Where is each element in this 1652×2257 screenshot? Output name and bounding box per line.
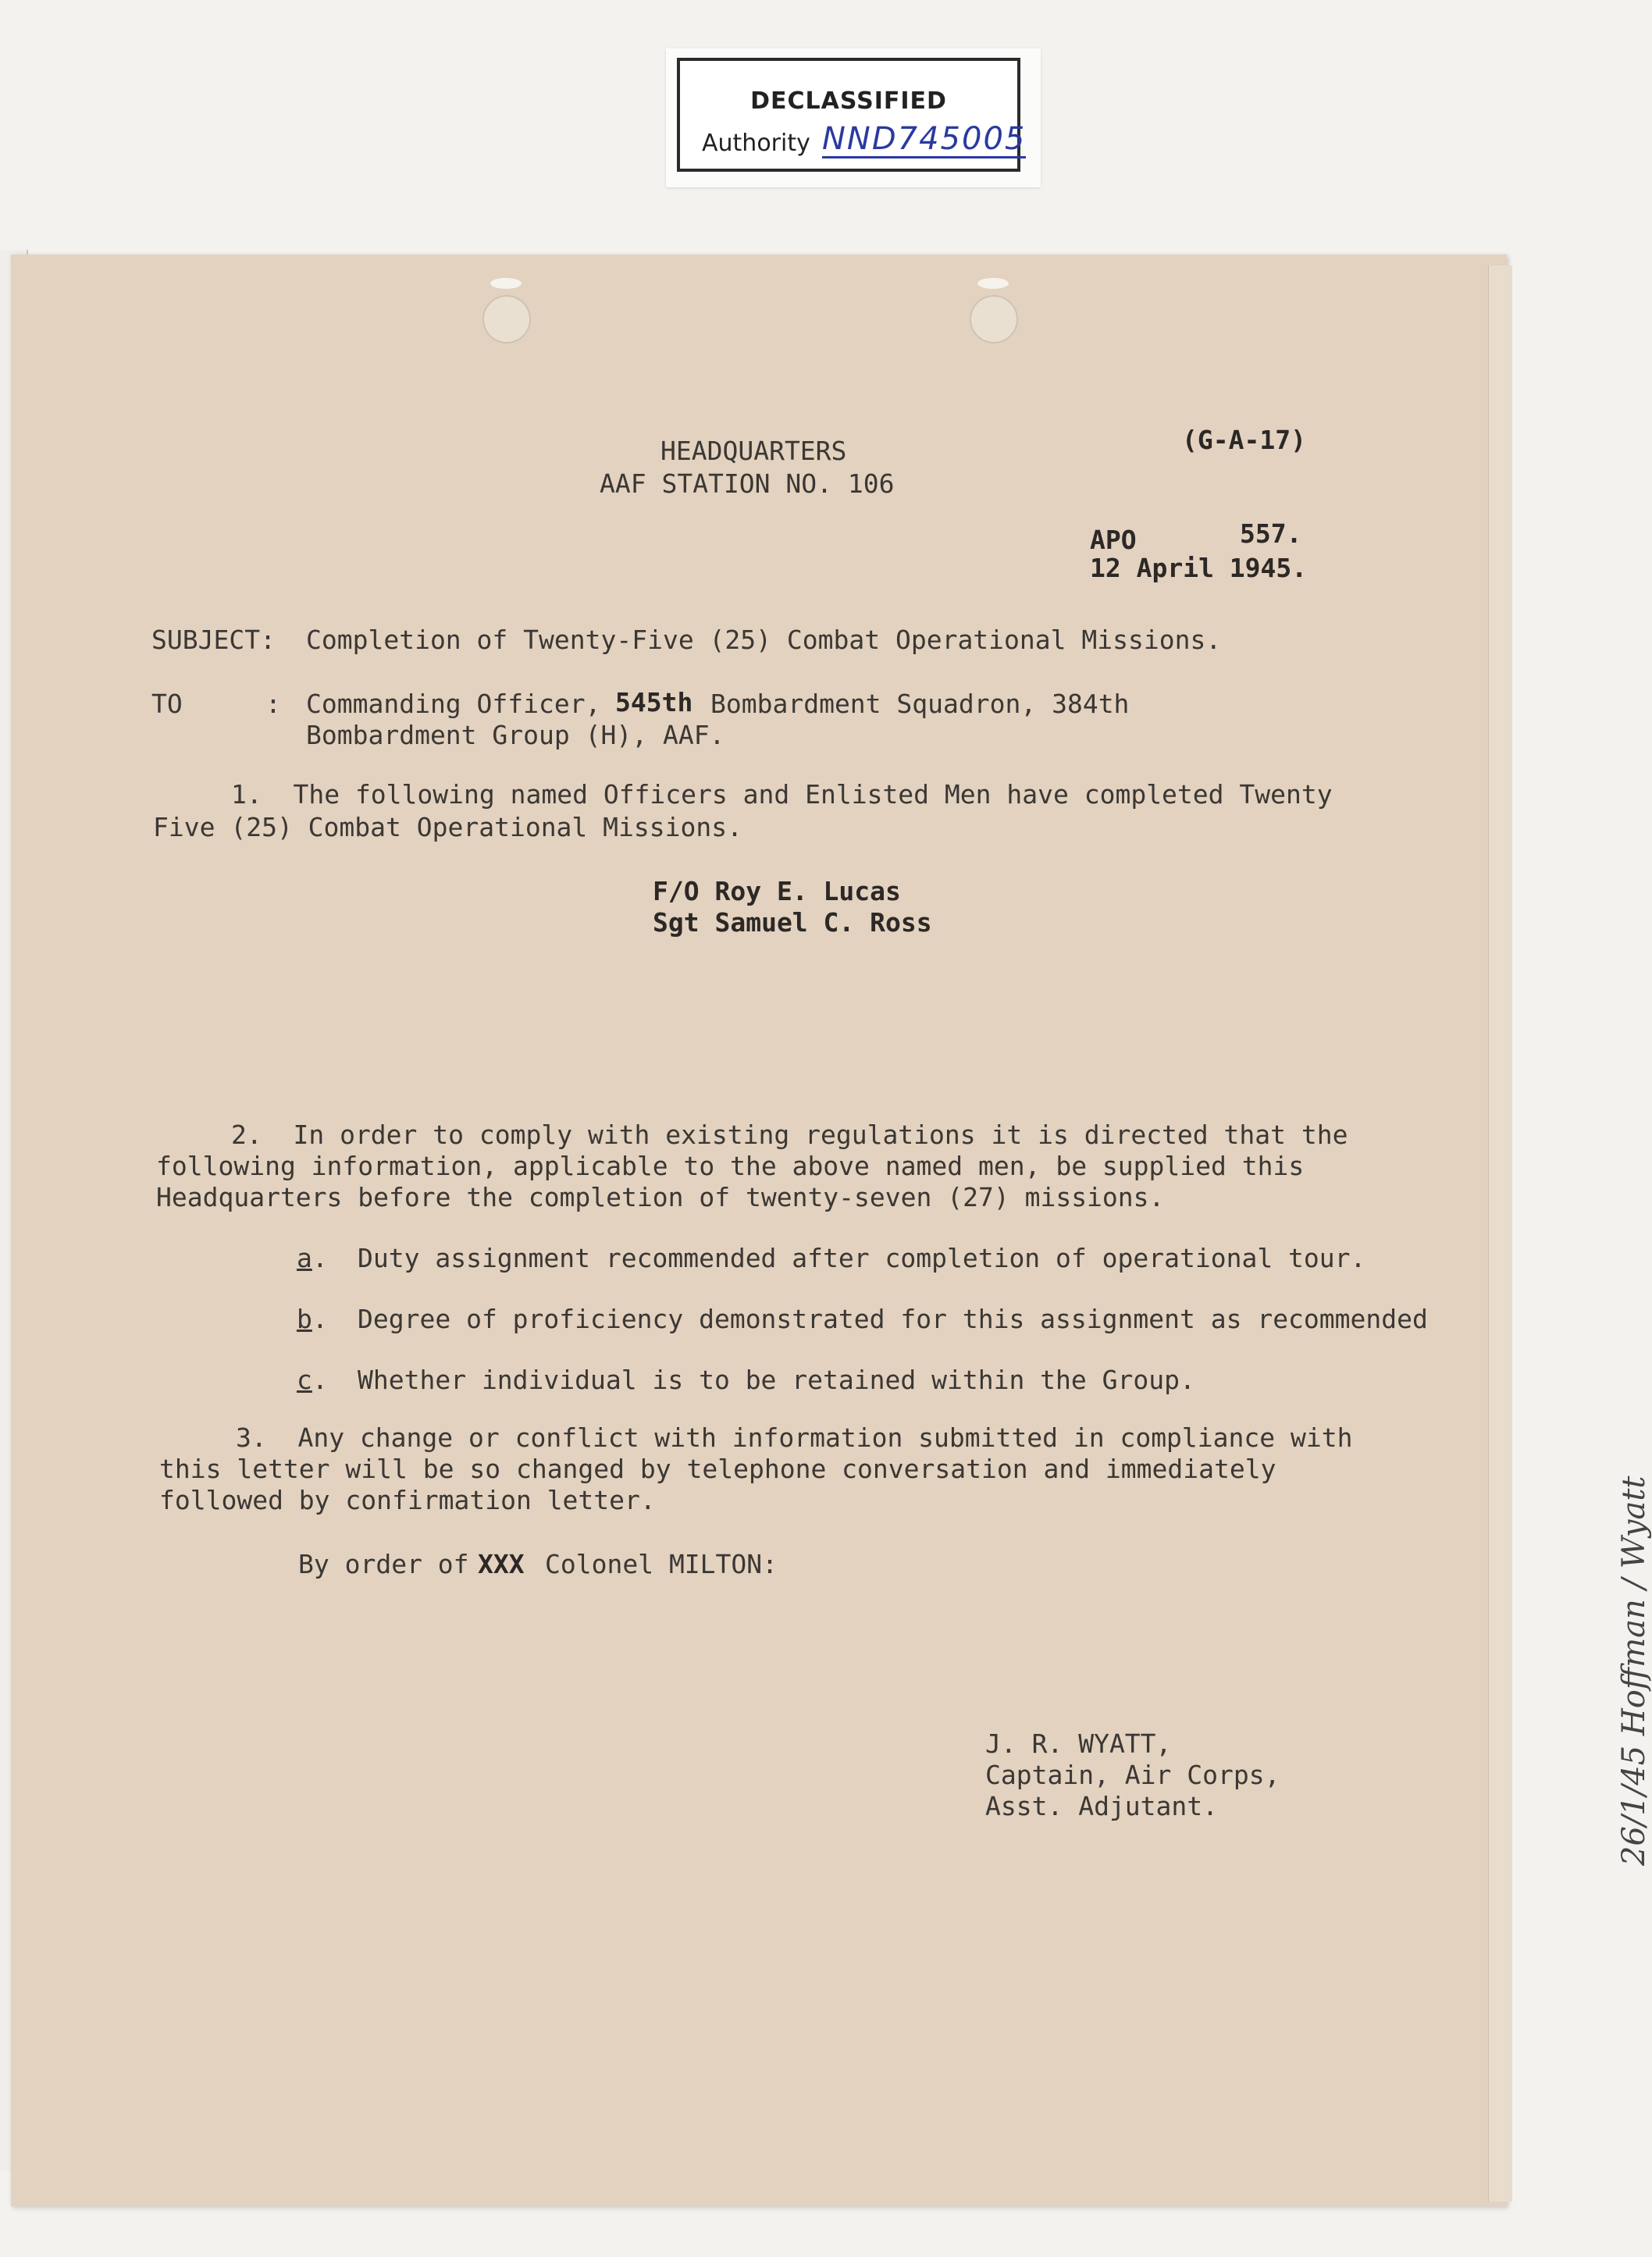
para1-line1: 1. The following named Officers and Enlisted Men have completed Twenty — [231, 779, 1333, 810]
item-a-text: Duty assignment recommended after completion of operational tour. — [358, 1243, 1366, 1273]
to-line1-a: Commanding Officer, — [306, 689, 601, 719]
file-code: (G-A-17) — [1182, 425, 1306, 455]
page-right-edge — [1488, 265, 1512, 2202]
item-c-text: Whether individual is to be retained within the Group. — [358, 1365, 1195, 1395]
para1-line2: Five (25) Combat Operational Missions. — [153, 812, 742, 842]
header-station: AAF STATION NO. 106 — [600, 468, 895, 499]
order-line-a: By order of — [298, 1549, 469, 1579]
item-a-dot: . — [312, 1243, 328, 1273]
punch-hole-tear-left — [490, 278, 522, 289]
to-line1-c: Bombardment Squadron, 384th — [710, 689, 1130, 719]
stamp-box — [677, 58, 1027, 172]
punch-hole-tear-right — [977, 278, 1009, 289]
item-b-text: Degree of proficiency demonstrated for this assignment as recommended — [358, 1304, 1428, 1334]
stamp-authority-label: Authority — [702, 130, 810, 157]
para3-line3: followed by confirmation letter. — [159, 1485, 656, 1515]
name-enlisted: Sgt Samuel C. Ross — [653, 907, 932, 938]
name-officer: F/O Roy E. Lucas — [653, 876, 901, 906]
stamp-authority-value: NND745005 — [822, 121, 1027, 157]
apo-number: 557. — [1240, 518, 1302, 549]
item-a-letter: a — [297, 1243, 312, 1273]
signature-title: Asst. Adjutant. — [985, 1791, 1219, 1821]
para2-line1: 2. In order to comply with existing regulations it is directed that the — [231, 1120, 1348, 1150]
declassified-stamp — [666, 48, 1041, 187]
para3-line1: 3. Any change or conflict with information submitted in compliance with — [236, 1422, 1353, 1453]
para2-line3: Headquarters before the completion of twenty-seven (27) missions. — [156, 1182, 1165, 1212]
item-c-dot: . — [312, 1365, 328, 1395]
signature-name: J. R. WYATT, — [985, 1728, 1172, 1759]
subject-text: Completion of Twenty-Five (25) Combat Operational Missions. — [306, 625, 1222, 655]
para3-line2: this letter will be so changed by telephone conversation and immediately — [159, 1454, 1276, 1484]
subject-label: SUBJECT: — [151, 625, 276, 655]
order-line-b: Colonel MILTON: — [545, 1549, 778, 1579]
punch-hole-right — [970, 295, 1018, 344]
header-headquarters: HEADQUARTERS — [660, 436, 847, 466]
item-c-letter: c — [297, 1365, 312, 1395]
para2-line2: following information, applicable to the above named men, be supplied this — [156, 1151, 1305, 1181]
order-struck-text: XXX — [478, 1549, 525, 1579]
signature-rank: Captain, Air Corps, — [985, 1760, 1280, 1790]
item-b-letter: b — [297, 1304, 312, 1334]
to-label: TO — [151, 689, 183, 719]
stamp-title: DECLASSIFIED — [750, 87, 947, 115]
item-b-dot: . — [312, 1304, 328, 1334]
to-squadron-number: 545th — [615, 687, 693, 717]
to-line2: Bombardment Group (H), AAF. — [306, 720, 725, 750]
punch-hole-left — [482, 295, 531, 344]
to-colon: : — [265, 689, 281, 719]
apo-label: APO — [1090, 525, 1137, 555]
letter-date: 12 April 1945. — [1090, 553, 1308, 583]
margin-note-text: 26/1/45 Hoffman / Wyatt — [1616, 1476, 1652, 1866]
margin-handwriting — [1577, 1007, 1652, 1866]
